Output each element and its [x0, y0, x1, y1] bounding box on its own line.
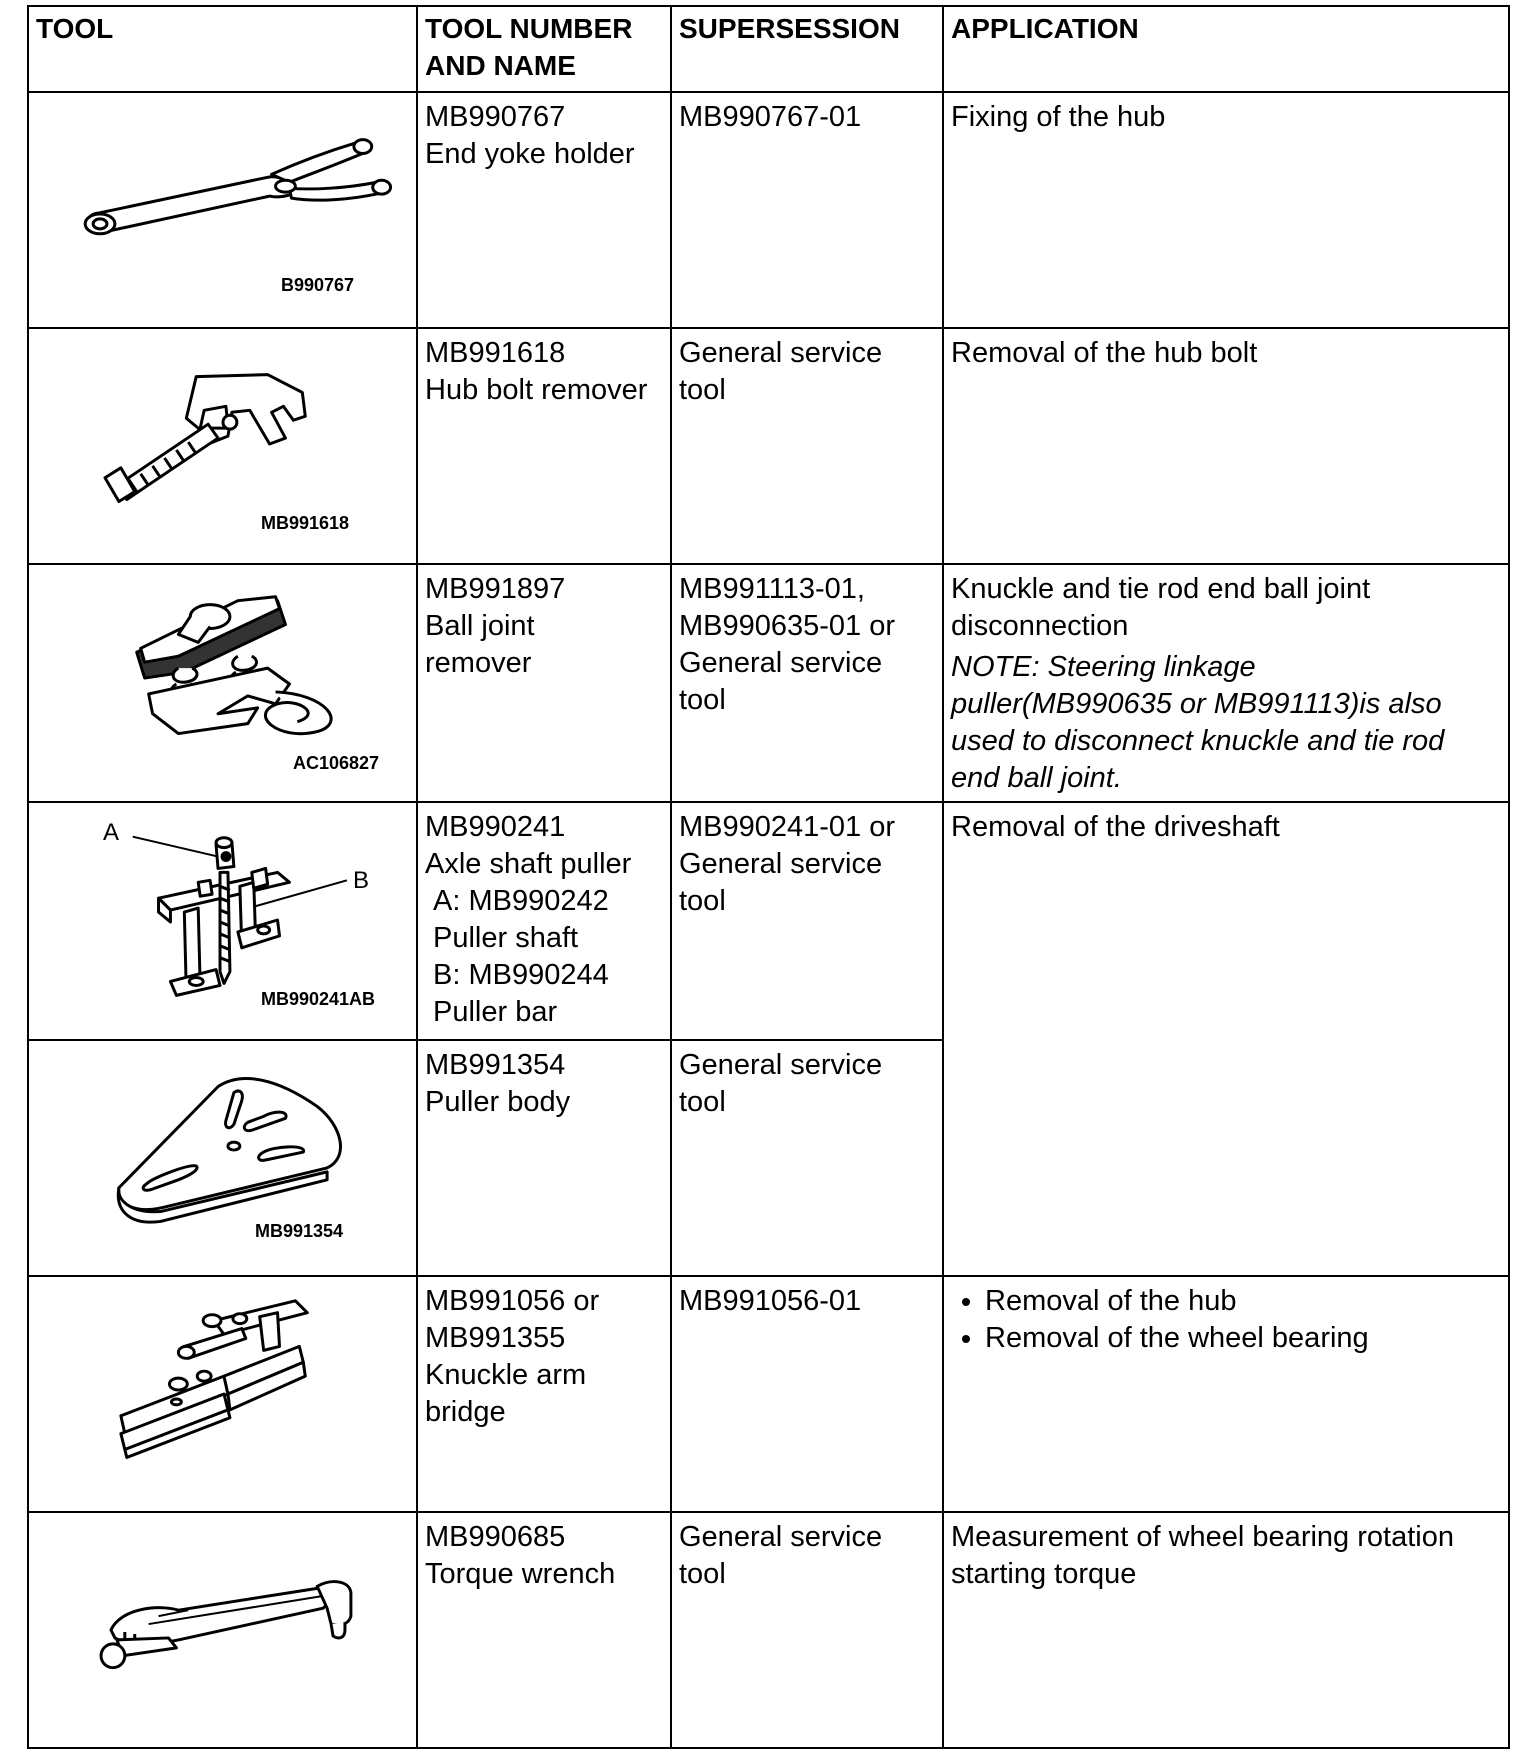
tool-name: End yoke holder: [425, 138, 635, 170]
header-row: [28, 6, 1509, 92]
sub-tool-line: A: MB990242: [433, 885, 609, 917]
tool-number: MB991354: [425, 1049, 566, 1081]
supersession-line: tool: [679, 684, 726, 716]
tool-number-name-cell: [417, 328, 671, 564]
torque-wrench-icon: [29, 1513, 416, 1747]
tool-number-name-cell: [417, 1040, 671, 1276]
sub-tool-line: Puller shaft: [433, 922, 579, 954]
table-row: [28, 564, 1509, 802]
header-application: APPLICATION: [943, 6, 1509, 92]
tool-image-cell: [28, 328, 417, 564]
sub-tool-line: Puller bar: [433, 996, 558, 1028]
tool-name-line: Knuckle arm: [425, 1359, 587, 1391]
header-number-name-line2: AND NAME: [425, 50, 576, 81]
tool-name-line: remover: [425, 647, 532, 679]
application-line: Fixing of the hub: [951, 101, 1166, 133]
tool-number-name-cell: [417, 1512, 671, 1748]
application-line: Removal of the driveshaft: [951, 811, 1280, 843]
supersession-line: tool: [679, 374, 726, 406]
tool-name-line: Ball joint: [425, 610, 535, 642]
tool-number-name-cell: [417, 564, 671, 802]
supersession-cell: [671, 1276, 943, 1512]
supersession-line: tool: [679, 885, 726, 917]
supersession-cell: [671, 328, 943, 564]
tool-number-name-cell: [417, 92, 671, 328]
tool-image-cell: [28, 802, 417, 1040]
tool-number: MB991618: [425, 337, 566, 369]
application-cell: [943, 564, 1509, 802]
tool-number-name-cell: [417, 802, 671, 1040]
application-cell: [943, 1512, 1509, 1748]
puller-body-icon: [29, 1041, 416, 1275]
tool-number: MB990767: [425, 101, 566, 133]
callout-b-label: B: [353, 867, 370, 894]
note-line: used to disconnect knuckle and tie rod: [951, 725, 1445, 757]
application-line: Knuckle and tie rod end ball joint: [951, 573, 1371, 605]
tool-number: MB991897: [425, 573, 566, 605]
supersession-line: General service: [679, 848, 883, 880]
supersession-line: MB990241-01 or: [679, 811, 896, 843]
tool-name-line: MB991056 or: [425, 1285, 600, 1317]
supersession-line: General service: [679, 337, 883, 369]
tool-image-cell: [28, 1276, 417, 1512]
knuckle-arm-bridge-icon: [29, 1277, 416, 1511]
supersession-cell: [671, 564, 943, 802]
tool-name: Torque wrench: [425, 1558, 616, 1590]
application-line: Removal of the hub bolt: [951, 337, 1258, 369]
tool-name: Puller body: [425, 1086, 571, 1118]
tool-name-line: bridge: [425, 1396, 506, 1428]
tool-number-name-cell: [417, 1276, 671, 1512]
note-line: end ball joint.: [951, 762, 1122, 794]
tool-name: Axle shaft puller: [425, 848, 632, 880]
tool-number: MB990685: [425, 1521, 566, 1553]
tool-name: Hub bolt remover: [425, 374, 648, 406]
supersession-line: tool: [679, 1558, 726, 1590]
note-line: puller(MB990635 or MB991113)is also: [951, 688, 1442, 720]
tool-image-code: MB991618: [261, 513, 350, 533]
header-number-name-line1: TOOL NUMBER: [425, 13, 633, 44]
application-line: disconnection: [951, 610, 1129, 642]
application-cell: [943, 802, 1509, 1276]
table-row: [28, 802, 1509, 1040]
supersession-cell: [671, 1040, 943, 1276]
application-bullet: • Removal of the wheel bearing: [985, 1320, 1501, 1357]
application-cell: [943, 328, 1509, 564]
supersession-line: MB990767-01: [679, 101, 862, 133]
application-note: [951, 649, 1501, 797]
callout-a-label: A: [103, 819, 120, 846]
header-tool: TOOL: [28, 6, 417, 92]
header-number-name: [417, 6, 671, 92]
tool-image-cell: [28, 1040, 417, 1276]
supersession-line: MB990635-01 or: [679, 610, 896, 642]
application-line: starting torque: [951, 1558, 1137, 1590]
application-bullet-list: [951, 1283, 1501, 1357]
application-line: Measurement of wheel bearing rotation: [951, 1521, 1454, 1553]
application-cell: [943, 92, 1509, 328]
application-bullet: • Removal of the hub: [985, 1283, 1501, 1320]
tool-image-code: MB991354: [255, 1221, 344, 1241]
tool-image-cell: [28, 1512, 417, 1748]
tool-image-code: AC106827: [293, 753, 380, 773]
header-supersession: SUPERSESSION: [671, 6, 943, 92]
tool-image-code: B990767: [281, 275, 355, 295]
supersession-line: General service: [679, 1049, 883, 1081]
sub-tool-line: B: MB990244: [433, 959, 609, 991]
tool-number: MB990241: [425, 811, 566, 843]
supersession-line: MB991113-01,: [679, 573, 865, 605]
table-row: [28, 92, 1509, 328]
tool-image-code: MB990241AB: [261, 989, 376, 1009]
end-yoke-holder-icon: [29, 93, 416, 327]
hub-bolt-remover-icon: [29, 329, 416, 563]
tool-image-cell: [28, 92, 417, 328]
tool-image-cell: [28, 564, 417, 802]
note-line: NOTE: Steering linkage: [951, 651, 1256, 683]
table-row: [28, 1276, 1509, 1512]
table-row: [28, 1512, 1509, 1748]
supersession-cell: [671, 92, 943, 328]
supersession-line: General service: [679, 647, 883, 679]
supersession-cell: [671, 802, 943, 1040]
application-cell: [943, 1276, 1509, 1512]
supersession-line: General service: [679, 1521, 883, 1553]
supersession-cell: [671, 1512, 943, 1748]
table-row: [28, 328, 1509, 564]
supersession-line: MB991056-01: [679, 1285, 862, 1317]
tool-name-line: MB991355: [425, 1322, 566, 1354]
special-tools-table: [27, 5, 1510, 1749]
supersession-line: tool: [679, 1086, 726, 1118]
